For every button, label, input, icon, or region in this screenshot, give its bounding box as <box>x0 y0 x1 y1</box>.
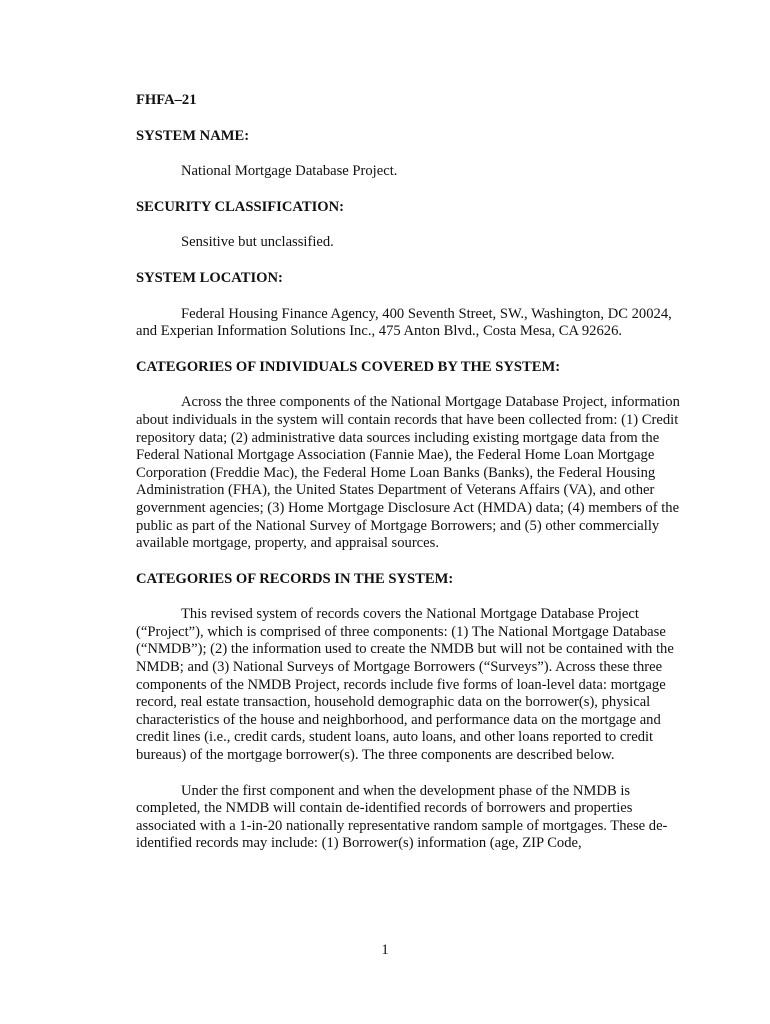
section-heading: SYSTEM LOCATION: <box>136 269 283 286</box>
section-paragraph: National Mortgage Database Project. <box>181 163 398 180</box>
section-paragraph: Across the three components of the National Mortgage Database Project, information about individuals in the system will contain records that have been collected from: (1) Credit repository data; (2) administrative data sources including existing mortgage data from the Federal National Mortgage Association (Fannie Mae), the Federal Home Loan Mortgage Corporation (Freddie Mac), the Federal Home Loan Banks (Banks), the Federal Housing Administration (FHA), the United States Department of Veterans Affairs (VA), and other government agencies; (3) Home Mortgage Disclosure Act (HMDA) data; (4) members of the public as part of the National Survey of Mortgage Borrowers; and (5) other commercially available mortgage, property, and appraisal sources. <box>136 394 680 552</box>
page-number: 1 <box>381 942 389 958</box>
document-body <box>136 92 681 871</box>
section-paragraph: This revised system of records covers the National Mortgage Database Project (“Project”), which is comprised of three components: (1) The National Mortgage Database (“NMDB”); (2) the information used to create the NMDB but will not be contained with the NMDB; and (3) National Surveys of Mortgage Borrowers (“Surveys”). Across these three components of the NMDB Project, records include five forms of loan-level data: mortgage record, real estate transaction, household demographic data on the borrower(s), physical characteristics of the house and neighborhood, and performance data on the mortgage and credit lines (i.e., credit cards, student loans, auto loans, and other loans reported to credit bureaus) of the mortgage borrower(s). The three components are described below. <box>136 606 674 764</box>
section-heading: SYSTEM NAME: <box>136 127 250 144</box>
section-heading: CATEGORIES OF RECORDS IN THE SYSTEM: <box>136 570 454 587</box>
section-categories-of-individuals <box>136 359 681 553</box>
section-system-location <box>136 270 681 341</box>
document-id: FHFA–21 <box>136 92 197 108</box>
section-heading: SECURITY CLASSIFICATION: <box>136 198 345 215</box>
section-heading: CATEGORIES OF INDIVIDUALS COVERED BY THE SYSTEM: <box>136 358 561 375</box>
section-system-name <box>136 128 681 181</box>
section-paragraph: Under the first component and when the development phase of the NMDB is completed, the NMDB will contain de-identified records of borrowers and properties associated with a 1-in-20 nationally representative random sample of mortgages. These de-identified records may include: (1) Borrower(s) information (age, ZIP Code, <box>136 782 668 852</box>
section-paragraph: Federal Housing Finance Agency, 400 Seventh Street, SW., Washington, DC 20024, and Experian Information Solutions Inc., 475 Anton Blvd., Costa Mesa, CA 92626. <box>136 305 672 340</box>
section-categories-of-records <box>136 571 681 853</box>
section-paragraph: Sensitive but unclassified. <box>181 234 334 251</box>
section-security-classification <box>136 199 681 252</box>
